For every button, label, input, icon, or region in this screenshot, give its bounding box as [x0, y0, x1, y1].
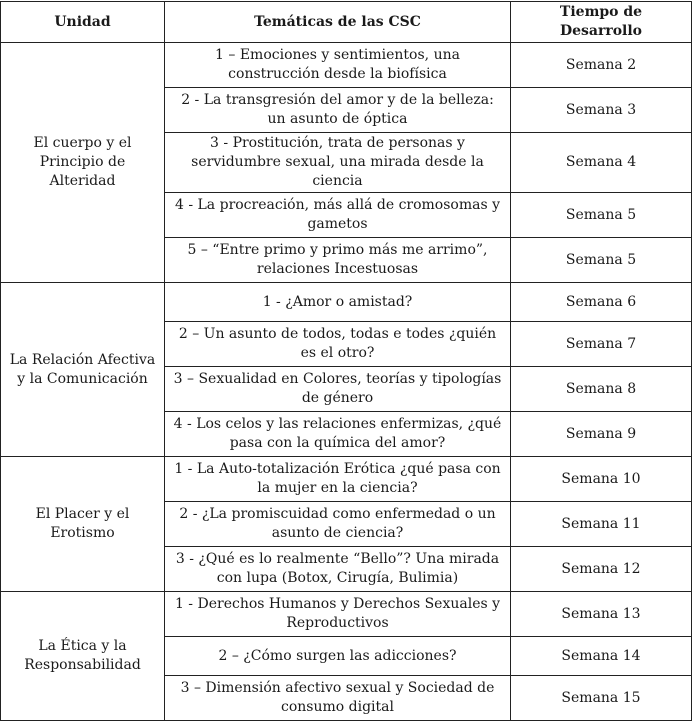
topic-cell: 3 – Dimensión afectivo sexual y Sociedad de consumo digital [165, 676, 511, 721]
header-tematicas: Temáticas de las CSC [165, 2, 511, 43]
topic-cell: 3 - ¿Qué es lo realmente “Bello”? Una mirada con lupa (Botox, Cirugía, Bulimia) [165, 547, 511, 592]
time-cell: Semana 3 [511, 88, 692, 133]
time-cell: Semana 13 [511, 592, 692, 637]
topic-cell: 3 – Sexualidad en Colores, teorías y tipologías de género [165, 367, 511, 412]
table-row [1, 457, 692, 502]
topic-cell: 1 - Derechos Humanos y Derechos Sexuales y Reproductivos [165, 592, 511, 637]
table-row [1, 283, 692, 322]
topic-cell: 1 - ¿Amor o amistad? [165, 283, 511, 322]
topic-cell: 3 - Prostitución, trata de personas y servidumbre sexual, una mirada desde la ciencia [165, 133, 511, 193]
topic-cell: 2 – Un asunto de todos, todas e todes ¿quién es el otro? [165, 322, 511, 367]
unit-cell: La Relación Afectiva y la Comunicación [1, 283, 165, 457]
unit-cell: La Ética y la Responsabilidad [1, 592, 165, 721]
time-cell: Semana 7 [511, 322, 692, 367]
curriculum-table [0, 1, 692, 721]
time-cell: Semana 10 [511, 457, 692, 502]
time-cell: Semana 2 [511, 43, 692, 88]
header-unidad: Unidad [1, 2, 165, 43]
time-cell: Semana 5 [511, 193, 692, 238]
topic-cell: 1 - La Auto-totalización Erótica ¿qué pasa con la mujer en la ciencia? [165, 457, 511, 502]
topic-cell: 5 – “Entre primo y primo más me arrimo”, relaciones Incestuosas [165, 238, 511, 283]
time-cell: Semana 4 [511, 133, 692, 193]
topic-cell: 4 - La procreación, más allá de cromosomas y gametos [165, 193, 511, 238]
table-row [1, 592, 692, 637]
time-cell: Semana 14 [511, 637, 692, 676]
time-cell: Semana 15 [511, 676, 692, 721]
time-cell: Semana 6 [511, 283, 692, 322]
header-row [1, 2, 692, 43]
time-cell: Semana 5 [511, 238, 692, 283]
unit-cell: El Placer y el Erotismo [1, 457, 165, 592]
topic-cell: 4 - Los celos y las relaciones enfermizas, ¿qué pasa con la química del amor? [165, 412, 511, 457]
time-cell: Semana 9 [511, 412, 692, 457]
time-cell: Semana 11 [511, 502, 692, 547]
table-row [1, 43, 692, 88]
time-cell: Semana 8 [511, 367, 692, 412]
topic-cell: 2 - La transgresión del amor y de la belleza: un asunto de óptica [165, 88, 511, 133]
topic-cell: 2 - ¿La promiscuidad como enfermedad o un asunto de ciencia? [165, 502, 511, 547]
topic-cell: 2 – ¿Cómo surgen las adicciones? [165, 637, 511, 676]
time-cell: Semana 12 [511, 547, 692, 592]
header-tiempo: Tiempo de Desarrollo [511, 2, 692, 43]
unit-cell: El cuerpo y el Principio de Alteridad [1, 43, 165, 283]
topic-cell: 1 – Emociones y sentimientos, una construcción desde la biofísica [165, 43, 511, 88]
